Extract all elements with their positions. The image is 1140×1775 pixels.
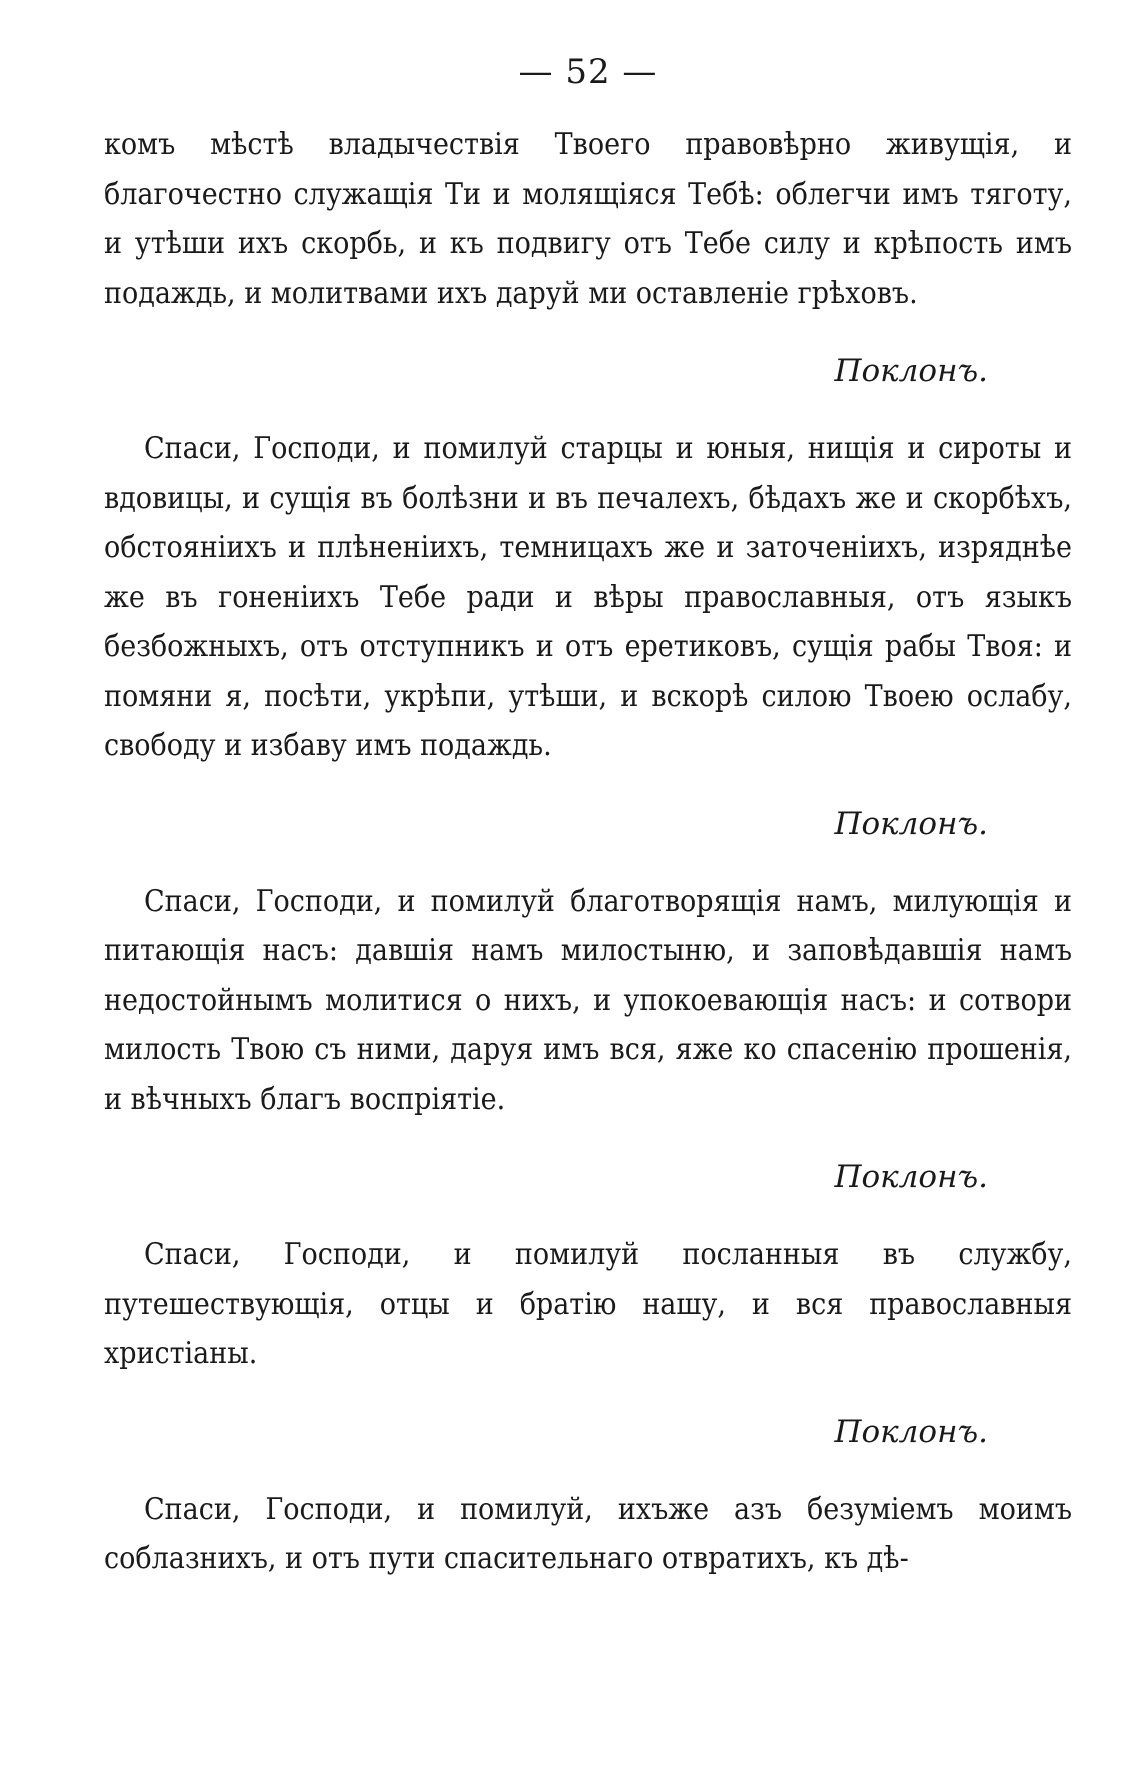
paragraph-2: Спаси, Господи, и помилуй старцы и юныя, нищія и сироты и вдовицы, и сущія въ болѣзни и въ печалехъ, бѣдахъ же и скорбѣхъ, обстояніихъ и плѣненіихъ, темницахъ же и заточеніихъ, изряднѣе же въ гоненіихъ Тебе ради и вѣры православныя, отъ языкъ безбожныхъ, отъ отступникъ и отъ еретиковъ, сущія рабы Твоя: и помяни я, посѣти, укрѣпи, утѣши, и вскорѣ силою Твоею ослабу, свободу и избаву имъ подаждь. xyxy=(104,431,1072,763)
paragraph-3: Спаси, Господи, и помилуй благотворящія намъ, милующія и питающія насъ: давшія намъ милостыню, и заповѣдавшія намъ недостойнымъ молитися о нихъ, и упокоевающія насъ: и сотвори милость Твою съ ними, даруя имъ вся, яже ко спасенію прошенія, и вѣчныхъ благъ воспріятіе. xyxy=(104,883,1072,1117)
bow-label-3: Поклонъ. xyxy=(834,1159,988,1195)
paragraph-1: комъ мѣстѣ владычествія Твоего правовѣрно живущія, и благочестно служащія Ти и молящіяся Тебѣ: облегчи имъ тяготу, и утѣши ихъ скорбь, и къ подвигу отъ Тебе силу и крѣпость имъ подаждь, и молитвами ихъ даруй ми оставленіе грѣховъ. xyxy=(104,127,1072,311)
bow-label-2: Поклонъ. xyxy=(834,805,988,842)
bow-label-4: Поклонъ. xyxy=(834,1413,988,1450)
paragraph-4: Спаси, Господи, и помилуй посланныя въ службу, путешествующія, отцы и братію нашу, и вся православныя христіаны. xyxy=(104,1237,1072,1371)
book-page xyxy=(104,48,1072,1584)
bow-label-1: Поклонъ. xyxy=(834,353,988,389)
page-number: — 52 — xyxy=(518,52,658,92)
paragraph-5: Спаси, Господи, и помилуй, ихъже азъ безуміемъ моимъ соблазнихъ, и отъ пути спасительнаго отвратихъ, къ дѣ- xyxy=(104,1491,1072,1576)
